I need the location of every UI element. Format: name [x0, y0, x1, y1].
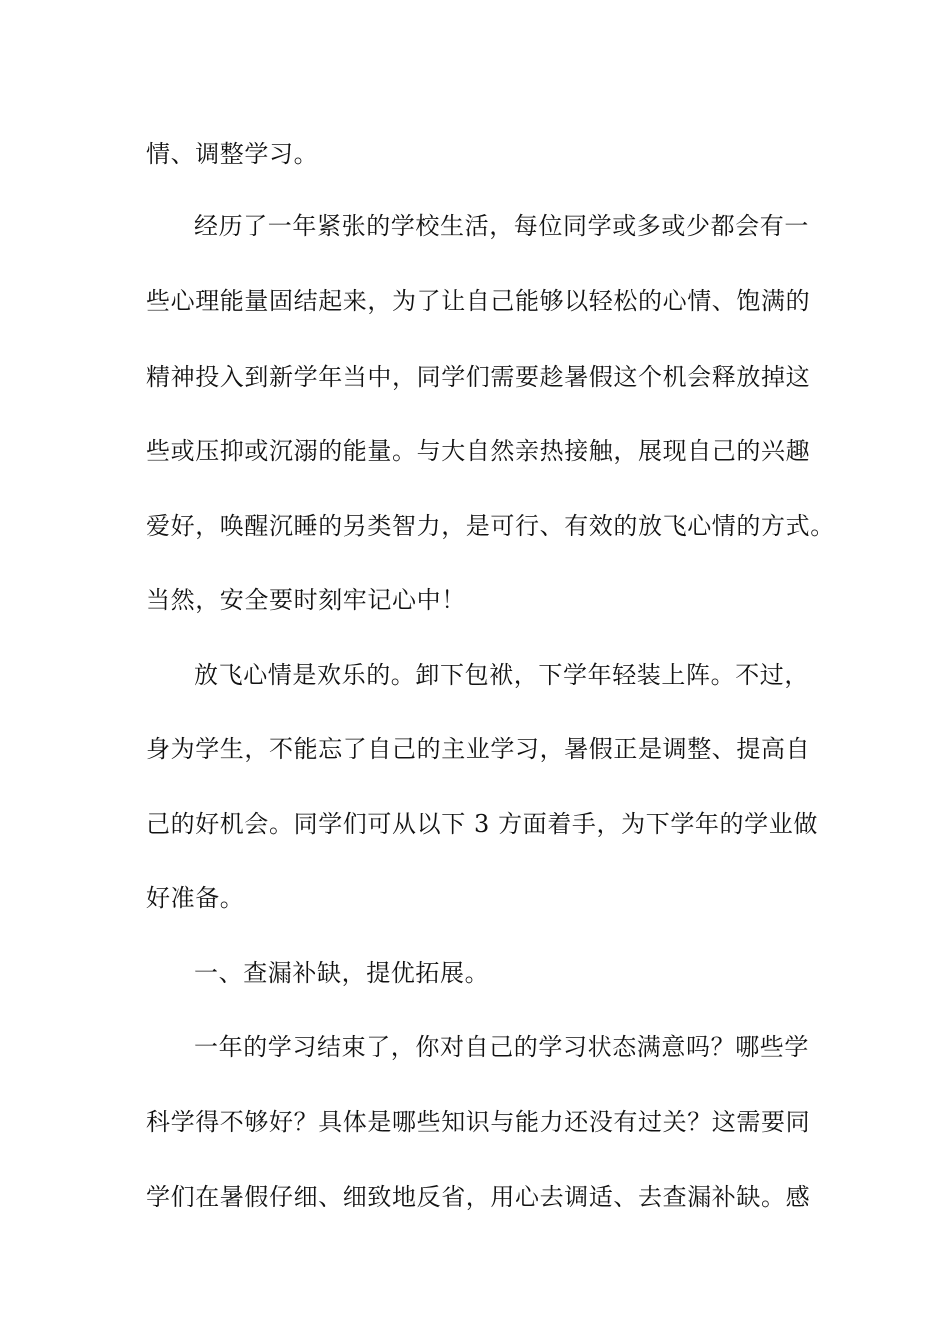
- text-line: 情、调整学习。: [146, 140, 319, 168]
- text-line: 己的好机会。同学们可从以下 3 方面着手，为下学年的学业做: [146, 810, 818, 838]
- paragraph-start: 经历了一年紧张的学校生活，每位同学或多或少都会有一: [194, 212, 809, 240]
- text-line: 精神投入到新学年当中，同学们需要趁暑假这个机会释放掉这: [146, 363, 811, 391]
- text-line: 些或压抑或沉溺的能量。与大自然亲热接触，展现自己的兴趣: [146, 437, 811, 465]
- text-line: 好准备。: [146, 884, 245, 912]
- text-line: 些心理能量固结起来，为了让自己能够以轻松的心情、饱满的: [146, 287, 811, 315]
- text-line: 科学得不够好？具体是哪些知识与能力还没有过关？这需要同: [146, 1108, 811, 1136]
- paragraph-start: 放飞心情是欢乐的。卸下包袱，下学年轻装上阵。不过，: [194, 661, 809, 689]
- paragraph-start: 一年的学习结束了，你对自己的学习状态满意吗？哪些学: [194, 1033, 809, 1061]
- text-line: 身为学生，不能忘了自己的主业学习，暑假正是调整、提高自: [146, 735, 811, 763]
- text-line: 爱好，唤醒沉睡的另类智力，是可行、有效的放飞心情的方式。: [146, 512, 835, 540]
- text-line: 当然，安全要时刻牢记心中！: [146, 586, 466, 614]
- text-line: 学们在暑假仔细、细致地反省，用心去调适、去查漏补缺。感: [146, 1183, 811, 1211]
- section-heading: 一、查漏补缺，提优拓展。: [194, 959, 490, 987]
